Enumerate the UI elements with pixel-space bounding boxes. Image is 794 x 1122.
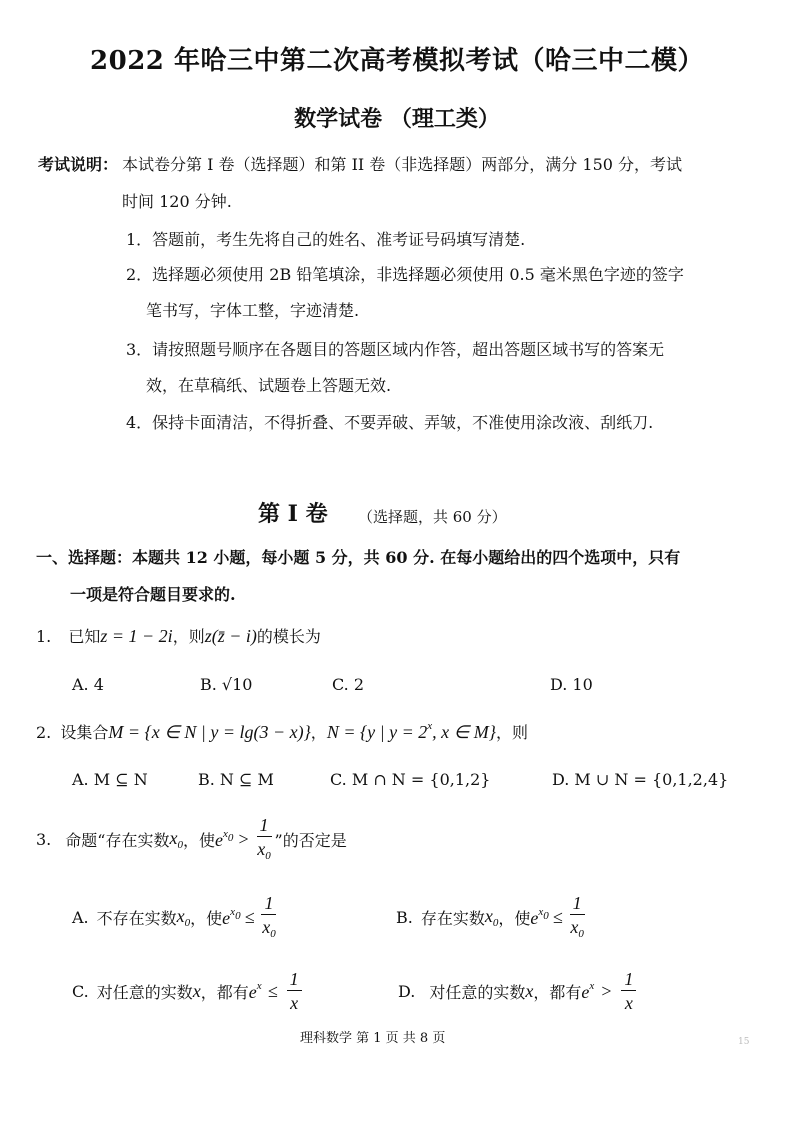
q2-option-c: C. M ∩ N = {0,1,2} — [330, 770, 491, 789]
q3-option-c: C. 对任意的实数 x ，都有 $e^x$ ≤ $\frac{1}{x}$ — [72, 970, 305, 1012]
instruction-item-4: 4．保持卡面清洁，不得折叠、不要弄破、弄皱，不准使用涂改液、刮纸刀. — [126, 413, 654, 432]
q1-option-d: D. 10 — [550, 675, 593, 694]
section-note: （选择题，共 60 分） — [358, 508, 507, 526]
q1-pre: 已知 — [68, 627, 101, 646]
q2-pre: 设集合 — [60, 723, 109, 742]
instructions-intro-line2: 时间 120 分钟. — [122, 192, 232, 211]
instruction-item-3: 3．请按照题号顺序在各题目的答题区域内作答，超出答题区域书写的答案无 — [126, 340, 665, 359]
q3-text-a: 命题“存在实数 — [65, 830, 170, 850]
instruction-item-1: 1．答题前，考生先将自己的姓名、准考证号码填写清楚. — [126, 230, 526, 249]
q1-option-c: C. 2 — [332, 675, 365, 694]
q3-var-x0: $x_0$ — [169, 827, 183, 851]
question-3 — [36, 816, 347, 862]
q2-sep: ， — [310, 723, 327, 742]
q2-option-d: D. M ∪ N = {0,1,2,4} — [552, 770, 729, 789]
q3-fraction: $\frac{1}{x_0}$ — [257, 815, 271, 862]
exam-title: 2022 年哈三中第二次高考模拟考试（哈三中二模） — [90, 46, 704, 76]
q1-mid: ，则 — [172, 627, 205, 646]
page-footer: 理科数学 第 1 页 共 8 页 — [300, 1031, 446, 1046]
part-one-line1: 一、选择题：本题共 12 小题，每小题 5 分，共 60 分. 在每小题给出的四个选项中，只有 — [36, 548, 681, 567]
instruction-item-2: 2．选择题必须使用 2B 铅笔填涂，非选择题必须使用 0.5 毫米黑色字迹的签字 — [126, 265, 684, 284]
section-title: 第 I 卷 — [258, 501, 328, 527]
q1-number: 1. — [36, 627, 52, 646]
q3-relation: > — [237, 828, 250, 849]
instructions-label: 考试说明： — [38, 155, 119, 174]
instruction-item-2-cont: 笔书写，字体工整，字迹清楚. — [146, 301, 360, 320]
q3-text-c: ”的否定是 — [274, 830, 347, 850]
q3-option-a: A. 不存在实数 $x_0$ ，使 $e^{x_0}$ ≤ $\frac{1}{x_0}$ — [72, 893, 276, 940]
q1-option-b: B. √10 — [200, 675, 253, 694]
q1-expr2: z(z̄ − i) — [204, 626, 257, 646]
q2-number: 2. — [36, 723, 52, 742]
q1-expr: z = 1 − 2i — [100, 626, 173, 646]
q2-post: ，则 — [496, 723, 529, 742]
exam-subtitle: 数学试卷 （理工类） — [294, 106, 500, 132]
instruction-item-3-cont: 效，在草稿纸、试题卷上答题无效. — [146, 376, 392, 395]
question-1 — [36, 624, 321, 647]
q3-number: 3. — [36, 829, 52, 849]
q3-option-b: B. 存在实数 $x_0$ ，使 $e^{x_0}$ ≤ $\frac{1}{x_0}$ — [396, 893, 584, 940]
q3-option-d: D. 对任意的实数 x ，都有 $e^x$ > $\frac{1}{x}$ — [398, 970, 639, 1012]
corner-mark: 15 — [738, 1037, 750, 1047]
q3-exp: $e^{x_0}$ — [214, 827, 234, 850]
instructions-intro-line1: 本试卷分第 I 卷（选择题）和第 II 卷（非选择题）两部分，满分 150 分，考试 — [122, 155, 683, 174]
q1-post: 的模长为 — [256, 627, 321, 646]
q2-set-m: M = {x ∈ N | y = lg(3 − x)} — [108, 722, 311, 742]
question-2 — [36, 720, 528, 743]
q2-set-n: N = {y | $y = 2^x$, x ∈ M} — [326, 720, 497, 742]
q3-text-b: ，使 — [182, 830, 215, 850]
part-one-line2: 一项是符合题目要求的. — [70, 585, 236, 604]
q2-option-b: B. N ⊆ M — [198, 770, 274, 789]
q1-option-a: A. 4 — [72, 675, 104, 694]
q2-option-a: A. M ⊆ N — [72, 770, 148, 789]
